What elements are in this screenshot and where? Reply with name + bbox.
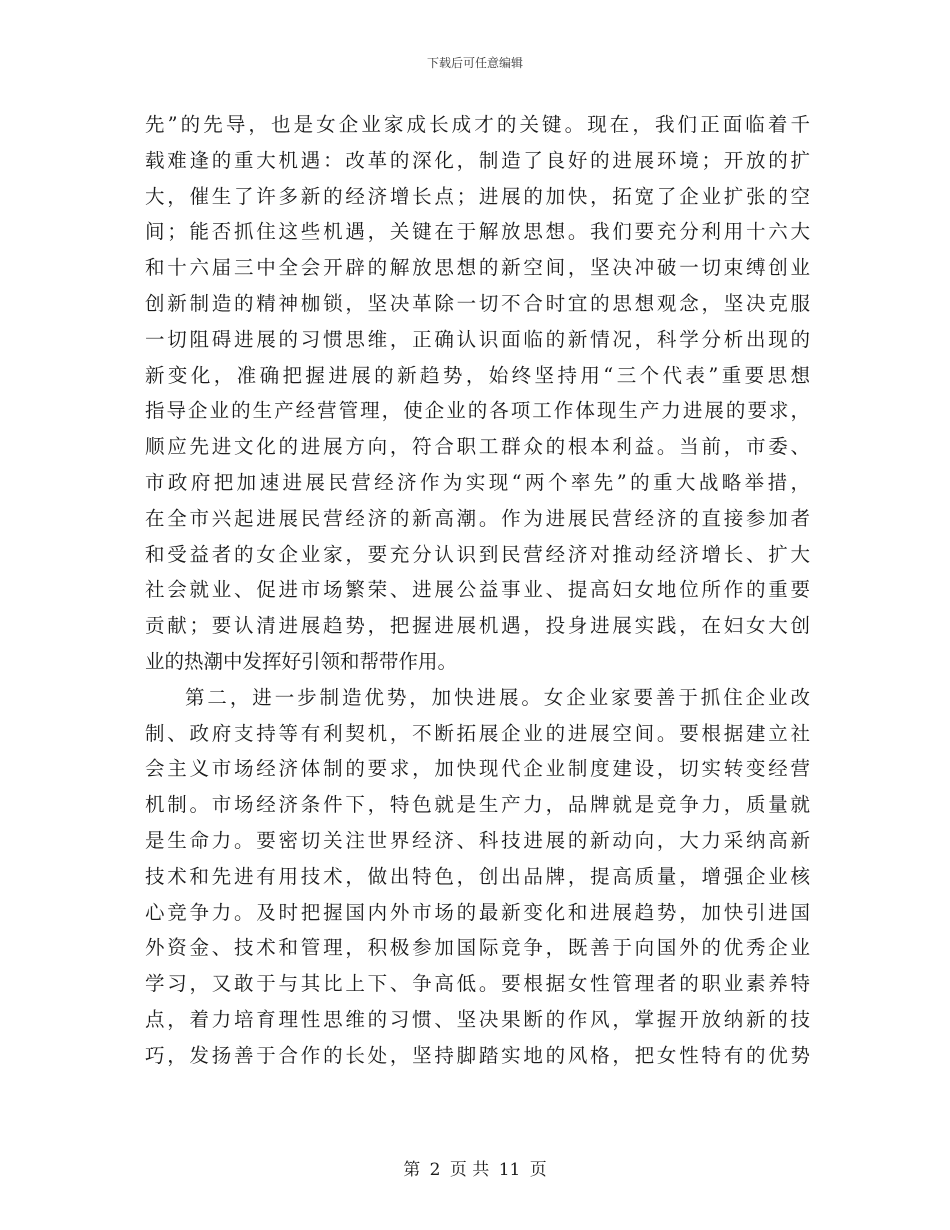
text-line: 机制。市场经济条件下，特色就是生产力，品牌就是竞争力，质量就 [145,793,810,817]
page-number-suffix: 页 [529,1160,547,1180]
text-line: 会主义市场经济体制的要求，加快现代企业制度建设，切实转变经营 [145,757,810,781]
text-line: 间；能否抓住这些机遇，关键在于解放思想。我们要充分利用十六大 [145,220,810,244]
text-line: 心竞争力。及时把握国内外市场的最新变化和进展趋势，加快引进国 [145,900,810,924]
text-line: 顺应先进文化的进展方向，符合职工群众的根本利益。当前，市委、 [145,435,810,459]
text-line: 业的热潮中发挥好引领和帮带作用。 [145,649,458,673]
text-line: 载难逢的重大机遇：改革的深化，制造了良好的进展环境；开放的扩 [145,148,810,172]
text-line: 点，着力培育理性思维的习惯、坚决果断的作风，掌握开放纳新的技 [145,1007,810,1031]
text-line: 技术和先进有用技术，做出特色，创出品牌，提高质量，增强企业核 [145,864,810,888]
total-page-count: 11 [498,1160,521,1180]
text-line: 新变化，准确把握进展的新趋势，始终坚持用“三个代表”重要思想 [145,363,810,387]
page-footer [0,1155,950,1180]
text-line: 巧，发扬善于合作的长处，坚持脚踏实地的风格，把女性特有的优势 [145,1043,810,1067]
page-number-middle: 页 共 [449,1160,490,1180]
current-page-number: 2 [429,1160,441,1180]
text-line: 先”的先导，也是女企业家成长成才的关键。现在，我们正面临着千 [145,113,810,136]
text-line: 大，催生了许多新的经济增长点；进展的加快，拓宽了企业扩张的空 [145,184,810,208]
page-number-prefix: 第 [403,1160,421,1180]
text-line: 市政府把加速进展民营经济作为实现“两个率先”的重大战略举措， [145,470,810,494]
text-line: 创新制造的精神枷锁，坚决革除一切不合时宜的思想观念，坚决克服 [145,291,810,315]
text-line: 第二，进一步制造优势，加快进展。女企业家要善于抓住企业改 [185,685,810,709]
text-line: 制、政府支持等有利契机，不断拓展企业的进展空间。要根据建立社 [145,721,810,745]
page-header: 下载后可任意编辑 [426,56,523,70]
text-line: 和受益者的女企业家，要充分认识到民营经济对推动经济增长、扩大 [145,542,810,566]
paragraph-1 [145,107,810,680]
text-line: 指导企业的生产经营管理，使企业的各项工作体现生产力进展的要求， [145,399,810,423]
text-line: 在全市兴起进展民营经济的新高潮。作为进展民营经济的直接参加者 [145,506,810,530]
document-body [145,107,810,1074]
text-line: 和十六届三中全会开辟的解放思想的新空间，坚决冲破一切束缚创业 [145,256,810,280]
text-line: 贡献；要认清进展趋势，把握进展机遇，投身进展实践，在妇女大创 [145,614,810,638]
text-line: 学习，又敢于与其比上下、争高低。要根据女性管理者的职业素养特 [145,972,810,996]
text-line: 社会就业、促进市场繁荣、进展公益事业、提高妇女地位所作的重要 [145,578,810,602]
text-line: 外资金、技术和管理，积极参加国际竞争，既善于向国外的优秀企业 [145,936,810,960]
paragraph-2 [145,680,810,1074]
text-line: 一切阻碍进展的习惯思维，正确认识面临的新情况，科学分析出现的 [145,327,810,351]
text-line: 是生命力。要密切关注世界经济、科技进展的新动向，大力采纳高新 [145,828,810,852]
